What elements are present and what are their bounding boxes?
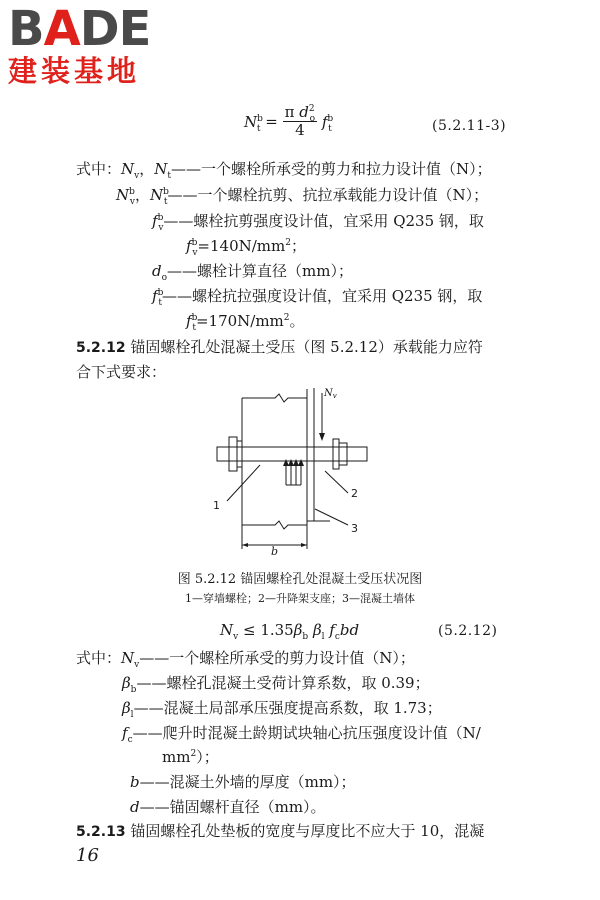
logo-wordmark: BADE [8, 1, 151, 57]
definition-line: $f^b_t——$螺栓抗拉强度设计值，宜采用 Q235 钢，取 [152, 287, 483, 308]
section-5-2-13: 5.2.13 锚固螺栓孔处垫板的宽度与厚度比不应大于 10，混凝 [76, 822, 485, 840]
definition-line: $mm^2$）； [162, 748, 219, 766]
figure-5-2-12 [205, 383, 390, 558]
figure-label-b: b [271, 545, 279, 558]
figure-caption: 图 5.2.12 锚固螺栓孔处混凝土受压状况图 [177, 572, 423, 587]
definition-line: $\beta_b——$螺栓孔混凝土受荷计算系数，取 0.39； [122, 674, 430, 695]
definition-line: $f^b_t=170N/mm^2$。 [186, 312, 305, 333]
definition-line: $f^b_v——$螺栓抗剪强度设计值，宜采用 Q235 钢，取 [152, 212, 484, 233]
section-5-2-12: 5.2.12 锚固螺栓孔处混凝土受压（图 5.2.12）承载能力应符 [76, 338, 483, 356]
figure-label-nv: $N_v$ [324, 388, 337, 400]
figure-legend: 1—穿墙螺栓；2—升降架支座；3—混凝土墙体 [185, 592, 415, 605]
definition-line: 式中：$N_v——$一个螺栓所承受的剪力设计值（N）； [76, 649, 415, 670]
formula-5-2-11-3: $N^b_t$ = $\frac{\pi d^2_o}{4}$ $f^b_t$ [244, 103, 334, 139]
figure-label-3: 3 [351, 522, 358, 535]
anchor-bolt-diagram [205, 383, 390, 558]
figure-label-1: 1 [213, 499, 220, 512]
definition-line: $f^b_v=140N/mm^2$； [186, 237, 306, 258]
figure-label-2: 2 [351, 487, 358, 500]
definition-line: d——锚固螺杆直径（mm）。 [130, 798, 326, 816]
definition-line: b——混凝土外墙的厚度（mm）； [130, 773, 356, 791]
section-5-2-12-cont: 合下式要求： [76, 363, 167, 381]
definition-line: $f_c——$爬升时混凝土龄期试块轴心抗压强度设计值（N/ [122, 724, 481, 745]
page-number: 16 [76, 845, 99, 866]
formula-number: (5.2.11-3) [432, 118, 507, 134]
definition-line: $\beta_l——$混凝土局部承压强度提高系数，取 1.73； [122, 699, 442, 720]
logo [8, 1, 178, 88]
formula-5-2-12: $N_v \le 1.35\beta_b$ $\beta_l$ $f_cbd$ [220, 621, 360, 642]
definition-line: $d_o——$螺栓计算直径（mm）； [152, 262, 353, 283]
definition-line: 式中：$N_v$，$N_t——$一个螺栓所承受的剪力和拉力设计值（N）； [76, 160, 492, 181]
formula-number: (5.2.12) [438, 623, 498, 639]
definition-line: $N^b_v$，$N^b_t——$一个螺栓抗剪、抗拉承载能力设计值（N）； [116, 186, 489, 207]
logo-subtitle: 建装基地 [8, 54, 141, 88]
